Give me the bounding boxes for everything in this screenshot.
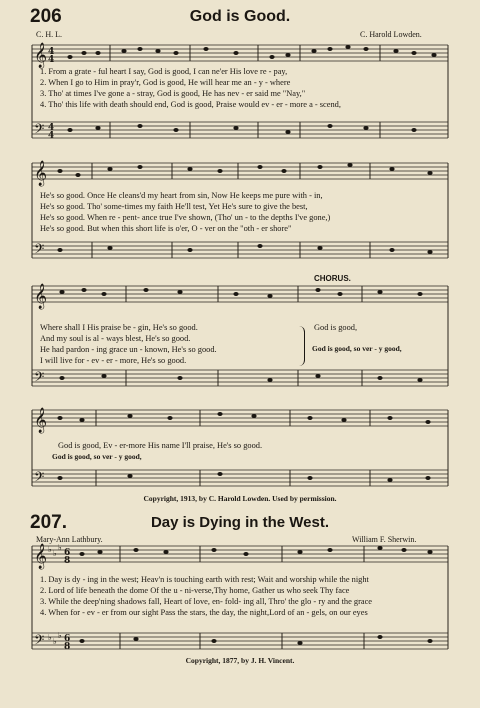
svg-text:8: 8 [64, 642, 71, 652]
verse-lyrics-system-3 [40, 322, 217, 366]
svg-text:♭: ♭ [48, 545, 52, 554]
svg-text:6: 6 [64, 548, 71, 558]
words-credit: Mary-Ann Lathbury. [36, 535, 103, 544]
verse-4-line: 4. Tho' this life with death should end, God is good, Praise would ev - er - more a - scend, [40, 100, 341, 109]
svg-text:4: 4 [48, 47, 55, 57]
verse-1-line: 1. Day is dy - ing in the west; Heav'n is touching earth with rest; Wait and worship while the night [40, 575, 369, 584]
hymn-number: 207. [30, 512, 67, 533]
verse-2-line: And my soul is al - ways blest, He's so good. [40, 334, 191, 343]
chorus-lyrics-top: God is good, [314, 323, 358, 332]
svg-text:6: 6 [64, 634, 71, 644]
svg-text:4: 4 [48, 131, 55, 141]
verse-4-line: He's so good. But when this short life is o'er, O - ver on the "oth - er shore" [40, 224, 292, 233]
verse-2-line: 2. Lord of life beneath the dome Of the u - ni-verse,Thy home, Gather us who seek Thy face [40, 586, 350, 595]
svg-text:𝄢: 𝄢 [34, 469, 45, 488]
verse-lyrics-system-2 [40, 190, 330, 234]
chorus-lyrics-system-4: God is good, Ev - er-more His name I'll praise, He's so good. [58, 441, 263, 450]
svg-text:♭: ♭ [53, 637, 57, 646]
svg-text:𝄢: 𝄢 [34, 241, 45, 260]
svg-text:4: 4 [48, 55, 55, 65]
svg-text:♭: ♭ [48, 633, 52, 642]
verse-4-line: I will live for - ev - er - more, He's so good. [40, 356, 187, 365]
svg-text:♭: ♭ [53, 549, 57, 558]
svg-text:𝄞: 𝄞 [34, 544, 48, 569]
verse-1-line: 1. From a grate - ful heart I say, God is good, I can ne'er His love re - pay, [40, 67, 288, 76]
verse-1-line: He's so good. Once He cleans'd my heart from sin, Now He keeps me pure with - in, [40, 191, 323, 200]
verse-3-line: 3. Tho' at times I've gone a - stray, God is good, He has nev - er said me "Nay," [40, 89, 306, 98]
verse-lyrics-207 [40, 574, 372, 618]
words-credit: C. H. L. [36, 30, 62, 39]
verse-2-line: 2. When I go to Him in pray'r, God is good, He will hear me an - y - where [40, 78, 291, 87]
copyright-206: Copyright, 1913, by C. Harold Lowden. Used by permission. [143, 494, 337, 503]
svg-text:♭: ♭ [58, 631, 62, 640]
verse-3-line: He had pardon - ing grace un - known, He's so good. [40, 345, 217, 354]
copyright-207: Copyright, 1877, by J. H. Vincent. [185, 656, 295, 665]
svg-text:8: 8 [64, 556, 71, 566]
svg-text:4: 4 [48, 123, 55, 133]
chorus-lyrics-sub-system-4: God is good, so ver - y good, [52, 452, 142, 461]
music-credit: C. Harold Lowden. [360, 30, 422, 39]
svg-text:♭: ♭ [58, 543, 62, 552]
verse-4-line: 4. When for - ev - er from our sight Pass the stars, the day, the night,Lord of an - gels, on our eyes [40, 608, 368, 617]
svg-text:𝄢: 𝄢 [34, 369, 45, 388]
verse-lyrics-system-1 [40, 66, 341, 110]
svg-text:𝄞: 𝄞 [34, 43, 48, 68]
verse-bracket [298, 326, 305, 366]
hymn-number: 206 [30, 6, 62, 27]
svg-text:𝄞: 𝄞 [34, 284, 48, 309]
music-credit: William F. Sherwin. [352, 535, 417, 544]
svg-text:𝄢: 𝄢 [34, 121, 45, 140]
svg-text:𝄢: 𝄢 [34, 632, 45, 651]
hymn-title: God is Good. [189, 8, 291, 25]
verse-3-line: He's so good. When re - pent- ance true I've shown, (Tho' un - to the depths I've gone,) [40, 213, 331, 222]
svg-text:𝄞: 𝄞 [34, 408, 48, 433]
svg-text:𝄞: 𝄞 [34, 161, 48, 186]
verse-2-line: He's so good. Tho' some-times my faith He'll test, Yet He's sure to give the best, [40, 202, 308, 211]
hymn-title: Day is Dying in the West. [150, 514, 330, 531]
chorus-label: CHORUS. [314, 274, 351, 283]
chorus-lyrics-sub: God is good, so ver - y good, [312, 344, 402, 353]
verse-3-line: 3. While the deep'ning shadows fall, Heart of love, en- fold- ing all, Thro' the glo - ry and the grace [40, 597, 373, 606]
verse-1-line: Where shall I His praise be - gin, He's so good. [40, 323, 198, 332]
